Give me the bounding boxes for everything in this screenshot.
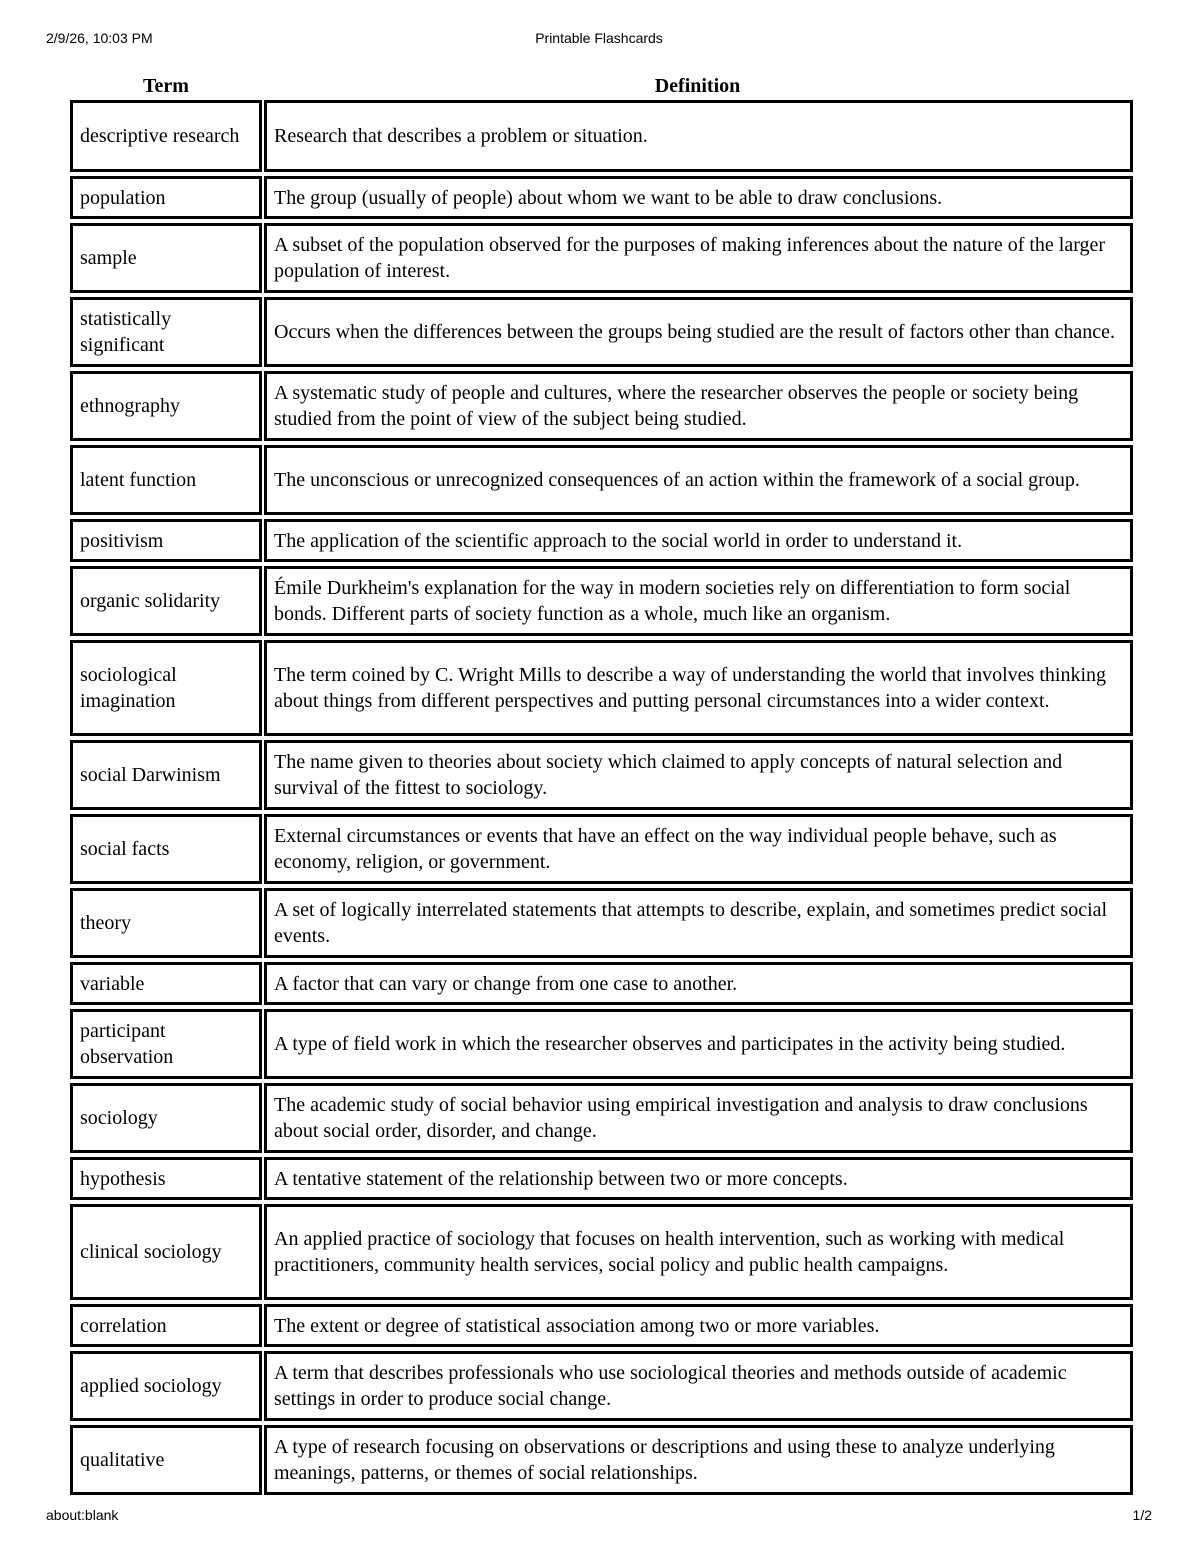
term-cell: qualitative: [70, 1425, 262, 1495]
term-cell: participant observation: [70, 1009, 262, 1079]
flashcard-table: [70, 72, 1133, 1499]
definition-cell: Research that describes a problem or situation.: [264, 100, 1133, 172]
table-row: [70, 1083, 1133, 1153]
term-cell: social Darwinism: [70, 740, 262, 810]
table-row: [70, 1351, 1133, 1421]
print-title: Printable Flashcards: [535, 30, 663, 46]
definition-cell: The extent or degree of statistical association among two or more variables.: [264, 1304, 1133, 1347]
table-row: [70, 519, 1133, 562]
table-row: [70, 1425, 1133, 1495]
table-row: [70, 1204, 1133, 1300]
definition-cell: A tentative statement of the relationship between two or more concepts.: [264, 1157, 1133, 1200]
term-cell: applied sociology: [70, 1351, 262, 1421]
definition-cell: The group (usually of people) about whom we want to be able to draw conclusions.: [264, 176, 1133, 219]
term-cell: hypothesis: [70, 1157, 262, 1200]
term-cell: population: [70, 176, 262, 219]
table-row: [70, 740, 1133, 810]
definition-cell: The application of the scientific approach to the social world in order to understand it.: [264, 519, 1133, 562]
table-header: [70, 72, 1133, 100]
term-cell: sociological imagination: [70, 640, 262, 736]
table-row: [70, 1157, 1133, 1200]
table-row: [70, 176, 1133, 219]
term-cell: ethnography: [70, 371, 262, 441]
term-cell: social facts: [70, 814, 262, 884]
term-cell: sample: [70, 223, 262, 293]
print-datetime: 2/9/26, 10:03 PM: [46, 30, 153, 46]
term-cell: variable: [70, 962, 262, 1005]
print-footer: [46, 1507, 1152, 1525]
page-number: 1/2: [1132, 1507, 1152, 1523]
definition-cell: The academic study of social behavior using empirical investigation and analysis to draw conclusions about social order, disorder, and change.: [264, 1083, 1133, 1153]
print-url: about:blank: [46, 1507, 119, 1523]
definition-cell: External circumstances or events that have an effect on the way individual people behave, such as economy, religion, or government.: [264, 814, 1133, 884]
term-cell: statistically significant: [70, 297, 262, 367]
table-row: [70, 888, 1133, 958]
table-row: [70, 566, 1133, 636]
definition-cell: A type of research focusing on observations or descriptions and using these to analyze underlying meanings, patterns, or themes of social relationships.: [264, 1425, 1133, 1495]
definition-cell: Occurs when the differences between the groups being studied are the result of factors other than chance.: [264, 297, 1133, 367]
table-row: [70, 640, 1133, 736]
term-cell: sociology: [70, 1083, 262, 1153]
table-row: [70, 223, 1133, 293]
definition-cell: A set of logically interrelated statements that attempts to describe, explain, and sometimes predict social events.: [264, 888, 1133, 958]
definition-cell: The name given to theories about society which claimed to apply concepts of natural selection and survival of the fittest to sociology.: [264, 740, 1133, 810]
table-row: [70, 445, 1133, 515]
print-header: [46, 30, 1152, 48]
table-row: [70, 100, 1133, 172]
table-row: [70, 371, 1133, 441]
term-cell: clinical sociology: [70, 1204, 262, 1300]
table-row: [70, 814, 1133, 884]
definition-cell: The term coined by C. Wright Mills to describe a way of understanding the world that involves thinking about things from different perspectives and putting personal circumstances into a wider context.: [264, 640, 1133, 736]
definition-cell: A systematic study of people and cultures, where the researcher observes the people or society being studied from the point of view of the subject being studied.: [264, 371, 1133, 441]
table-row: [70, 1304, 1133, 1347]
term-cell: positivism: [70, 519, 262, 562]
term-cell: latent function: [70, 445, 262, 515]
term-cell: organic solidarity: [70, 566, 262, 636]
term-cell: correlation: [70, 1304, 262, 1347]
definition-column-header: Definition: [654, 75, 741, 97]
table-row: [70, 962, 1133, 1005]
definition-cell: A term that describes professionals who use sociological theories and methods outside of academic settings in order to produce social change.: [264, 1351, 1133, 1421]
definition-cell: A subset of the population observed for the purposes of making inferences about the nature of the larger population of interest.: [264, 223, 1133, 293]
table-row: [70, 297, 1133, 367]
term-cell: descriptive research: [70, 100, 262, 172]
definition-cell: A type of field work in which the researcher observes and participates in the activity being studied.: [264, 1009, 1133, 1079]
definition-cell: The unconscious or unrecognized consequences of an action within the framework of a social group.: [264, 445, 1133, 515]
table-row: [70, 1009, 1133, 1079]
definition-cell: A factor that can vary or change from one case to another.: [264, 962, 1133, 1005]
term-column-header: Term: [143, 75, 189, 97]
definition-cell: Émile Durkheim's explanation for the way in modern societies rely on differentiation to form social bonds. Different parts of society function as a whole, much like an organism.: [264, 566, 1133, 636]
term-cell: theory: [70, 888, 262, 958]
definition-cell: An applied practice of sociology that focuses on health intervention, such as working with medical practitioners, community health services, social policy and public health campaigns.: [264, 1204, 1133, 1300]
